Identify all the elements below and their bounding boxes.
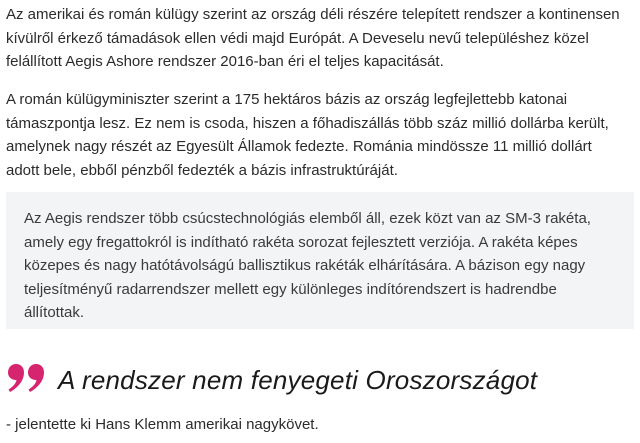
quote-attribution: - jelentette ki Hans Klemm amerikai nagykövet. xyxy=(6,416,319,433)
paragraph-base-details: A román külügyminiszter szerint a 175 hektáros bázis az ország legfejlettebb katonai támaszpontja lesz. Ez nem is csoda, hiszen a főhadiszállás több száz millió dollárba került, amelynek nagy részét az Egyesült Államok fedezte. Románia mindössze 11 millió dollárt adott bele, ebből pénzből fedezték a bázis infrastruktúráját. xyxy=(6,91,609,179)
callout-text: Az Aegis rendszer több csúcstechnológiás elemből áll, ezek közt van az SM-3 rakéta, amely egy fregattokról is indítható rakéta sorozat fejlesztett verziója. A rakéta képes közepes és nagy hatótávolságú ballisztikus rakéták elhárítására. A bázison egy nagy teljesítményű radarrendszer mellett egy különleges indítórendszert is hadrendbe állítottak. xyxy=(24,210,591,321)
pull-quote xyxy=(6,360,634,400)
quote-mark-icon xyxy=(6,360,48,400)
quote-text: A rendszer nem fenyegeti Oroszországot xyxy=(58,364,538,395)
callout-box xyxy=(6,192,634,329)
paragraph-intro: Az amerikai és román külügy szerint az ország déli részére telepített rendszer a kontinensen kívülről érkező támadások ellen védi majd Európát. A Deveselu nevű településhez közel felállított Aegis Ashore rendszer 2016-ban éri el teljes kapacitását. xyxy=(6,6,620,70)
